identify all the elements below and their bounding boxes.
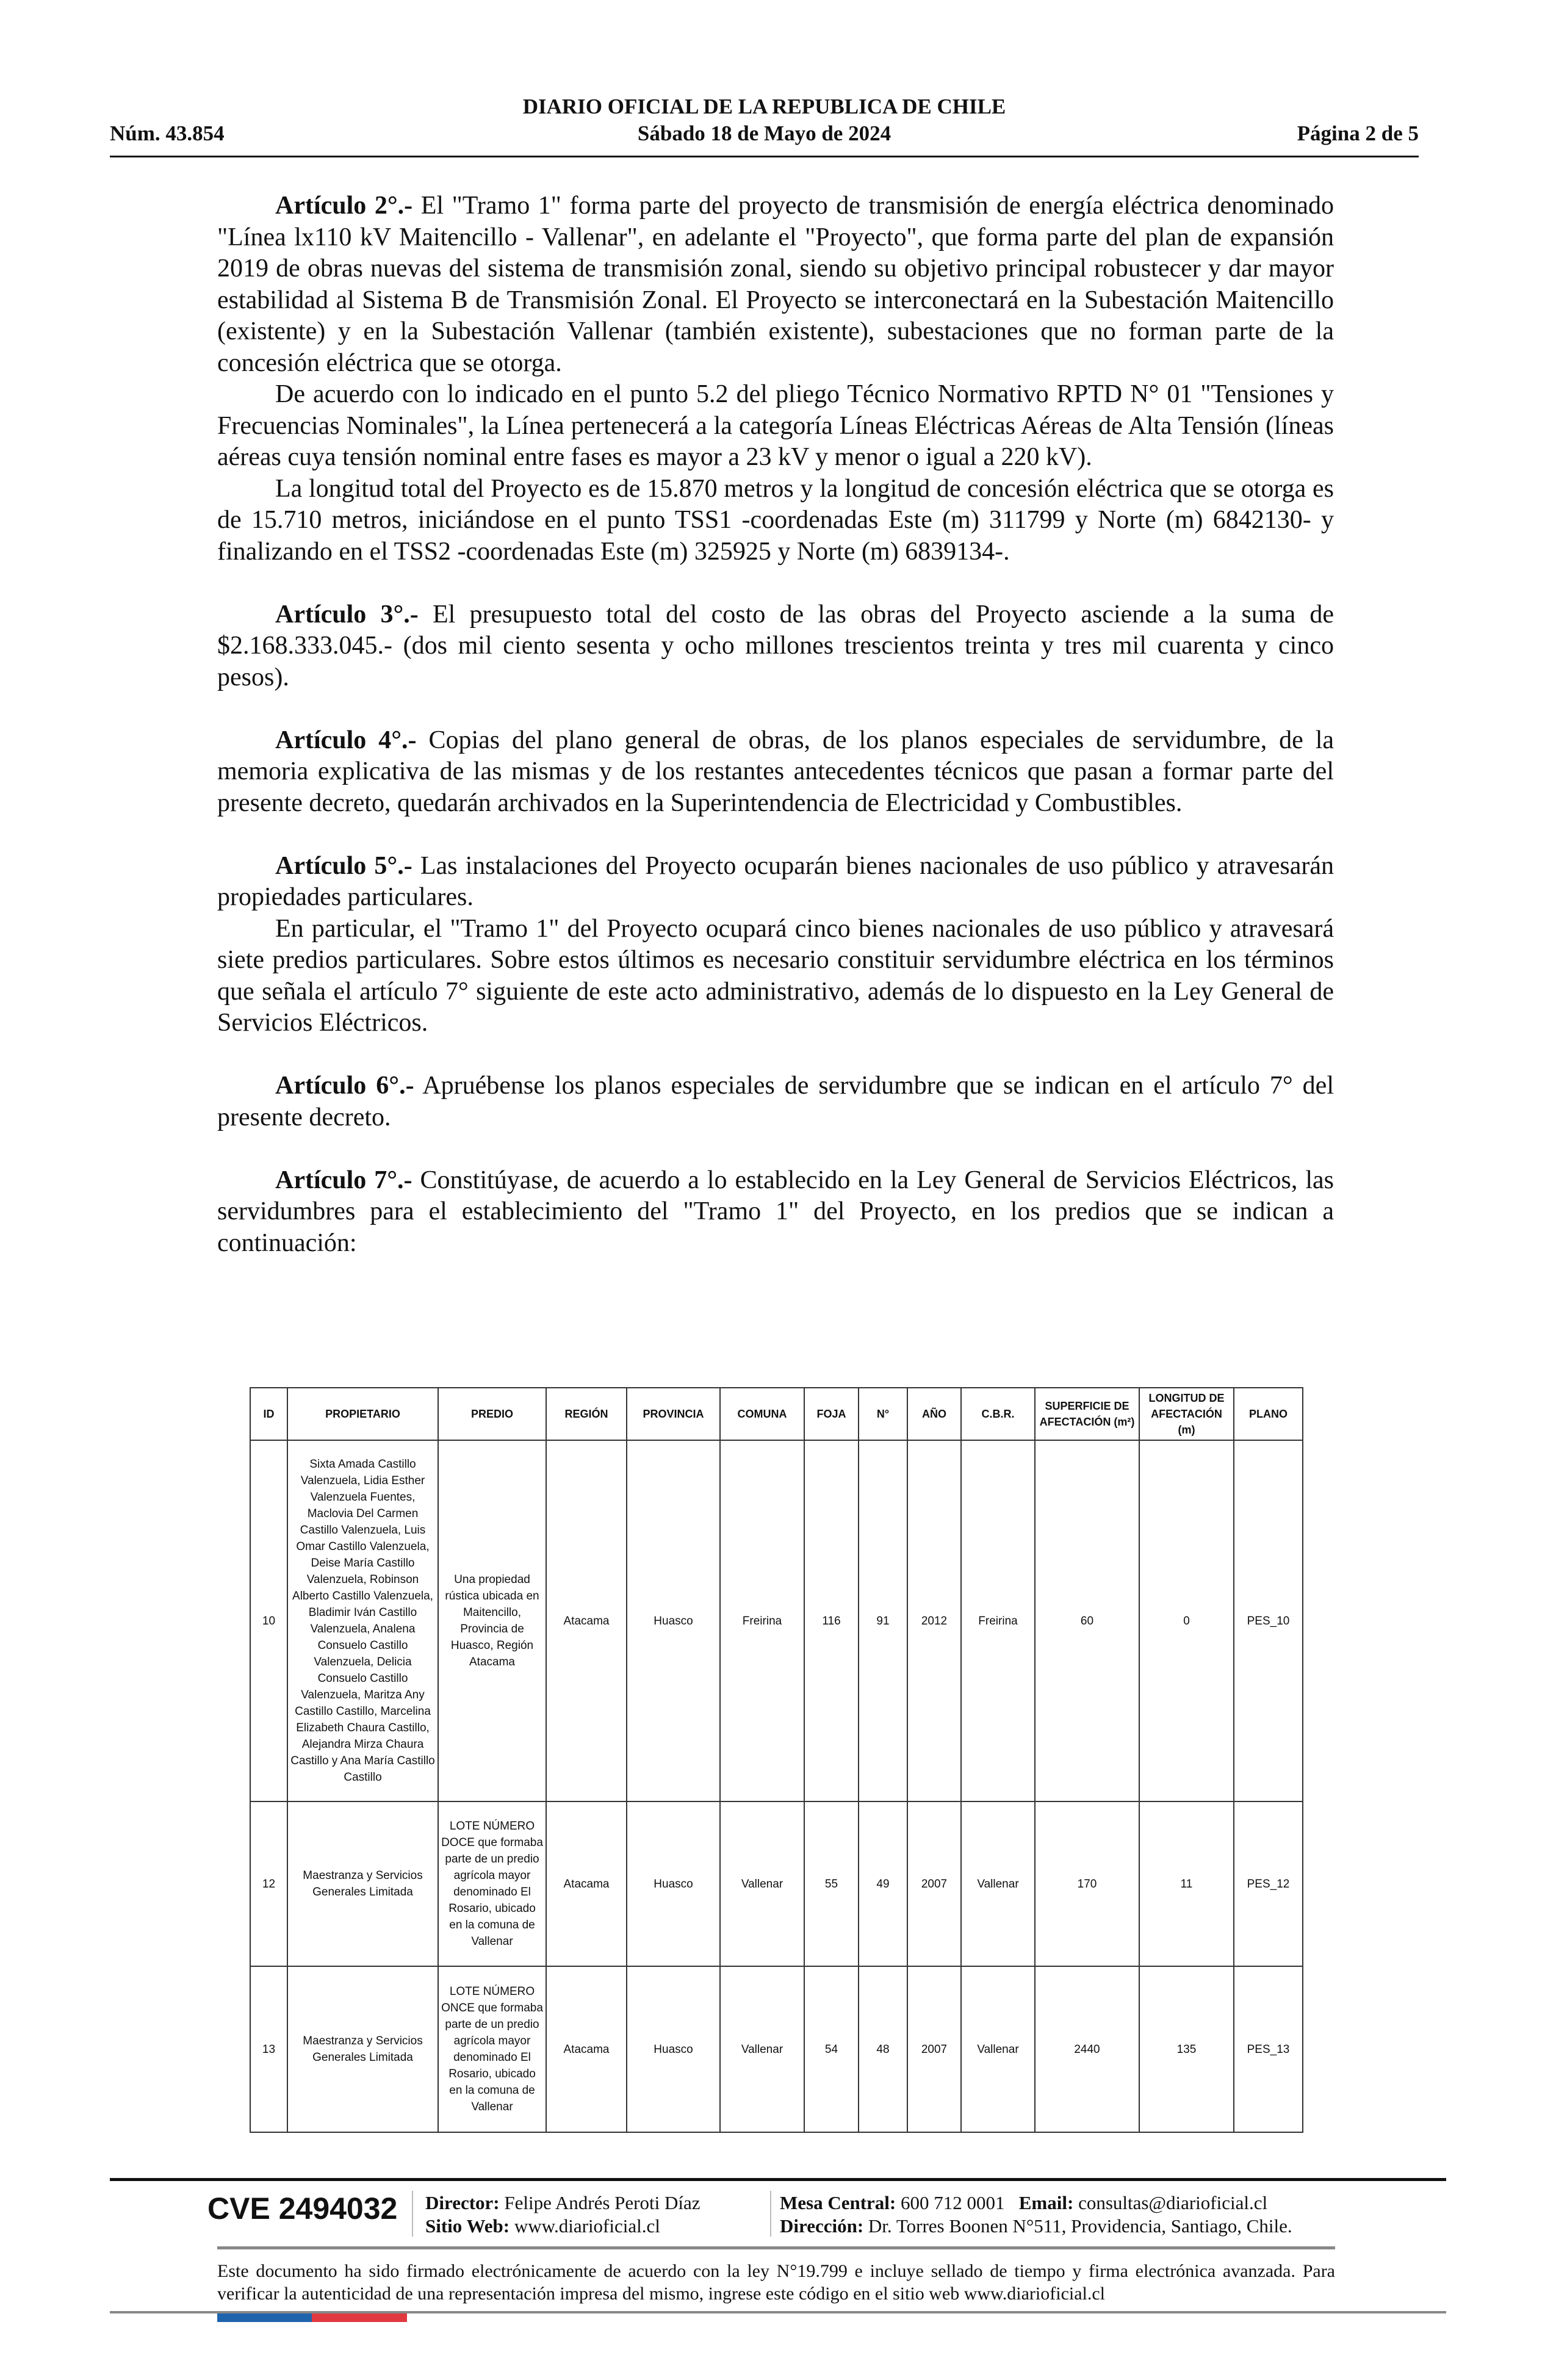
table-cell: 54	[804, 1966, 859, 2132]
table-cell: PES_12	[1234, 1801, 1303, 1966]
phone-label: Mesa Central:	[780, 2192, 896, 2213]
column-header: FOJA	[804, 1388, 859, 1440]
article-paragraph	[217, 1165, 1334, 1260]
footer-divider	[217, 2246, 1335, 2249]
table-cell: 2007	[907, 1966, 961, 2132]
article-paragraph	[217, 725, 1334, 820]
table-cell: Huasco	[627, 1801, 720, 1966]
column-header: PROVINCIA	[627, 1388, 720, 1440]
article-text: Constitúyase, de acuerdo a lo establecido en la Ley General de Servicios Eléctricos, las servidumbres para el establecimiento del "Tramo 1" del Proyecto, en los predios que se indican a continuación:	[217, 1166, 1334, 1257]
newspaper-title: DIARIO OFICIAL DE LA REPUBLICA DE CHILE	[522, 95, 1006, 118]
table-cell: Huasco	[627, 1440, 720, 1801]
article-text: El "Tramo 1" forma parte del proyecto de transmisión de energía eléctrica denominado "Línea lx110 kV Maitencillo - Vallenar", en adelante el "Proyecto", que forma parte del plan de expansión 2019 de obras nuevas del sistema de transmisión zonal, siendo su objetivo principal robustecer y dar mayor estabilidad al Sistema B de Transmisión Zonal. El Proyecto se interconectará en la Subestación Maitencillo (existente) y en la Subestación Vallenar (también existente), subestaciones que no forman parte de la concesión eléctrica que se otorga.	[217, 192, 1334, 377]
phone-number: 600 712 0001	[896, 2192, 1005, 2213]
website-line	[425, 2214, 660, 2238]
flag-blue-bar	[217, 2313, 312, 2322]
table-row	[250, 1801, 1303, 1966]
flag-red-bar	[312, 2313, 407, 2322]
table-cell: Atacama	[546, 1801, 627, 1966]
table-cell: 0	[1139, 1440, 1234, 1801]
table-cell: 55	[804, 1801, 859, 1966]
column-header: PREDIO	[438, 1388, 546, 1440]
address-text: Dr. Torres Boonen N°511, Providencia, Santiago, Chile.	[863, 2215, 1292, 2237]
column-header: PROPIETARIO	[287, 1388, 438, 1440]
table-cell: 11	[1139, 1801, 1234, 1966]
column-header: AÑO	[907, 1388, 961, 1440]
table-cell: Vallenar	[961, 1966, 1035, 2132]
table-cell: Vallenar	[961, 1801, 1035, 1966]
document-body	[217, 190, 1334, 1259]
issue-date: Sábado 18 de Mayo de 2024	[637, 121, 891, 145]
table-cell: 2440	[1035, 1966, 1139, 2132]
article-paragraph	[217, 851, 1334, 914]
table-cell: 60	[1035, 1440, 1139, 1801]
column-header: ID	[250, 1388, 287, 1440]
address-label: Dirección:	[780, 2215, 864, 2237]
table-row	[250, 1440, 1303, 1801]
contact-line	[780, 2191, 1267, 2215]
article-paragraph: De acuerdo con lo indicado en el punto 5.2 del pliego Técnico Normativo RPTD N° 01 "Tensiones y Frecuencias Nominales", la Línea pertenecerá a la categoría Líneas Eléctricas Aéreas de Alta Tensión (líneas aéreas cuya tensión nominal entre fases es mayor a 23 kV y menor o igual a 220 kV).	[217, 380, 1334, 471]
table-cell: PES_10	[1234, 1440, 1303, 1801]
column-header: COMUNA	[720, 1388, 804, 1440]
article-paragraph	[217, 1070, 1334, 1133]
article-heading: Artículo 5°.-	[275, 851, 412, 880]
table-cell: 170	[1035, 1801, 1139, 1966]
header-divider	[110, 156, 1419, 157]
director-name: Felipe Andrés Peroti Díaz	[499, 2192, 701, 2213]
column-header: N°	[859, 1388, 907, 1440]
table-cell: LOTE NÚMERO ONCE que formaba parte de un predio agrícola mayor denominado El Rosario, ubicado en la comuna de Vallenar	[438, 1966, 546, 2132]
table-cell: Una propiedad rústica ubicada en Maitencillo, Provincia de Huasco, Región Atacama	[438, 1440, 546, 1801]
director-line	[425, 2191, 701, 2215]
footer-separator	[412, 2191, 413, 2237]
table-cell: Sixta Amada Castillo Valenzuela, Lidia Esther Valenzuela Fuentes, Maclovia Del Carmen Castillo Valenzuela, Luis Omar Castillo Valenzuela, Deise María Castillo Valenzuela, Robinson Alberto Castillo Valenzuela, Bladimir Iván Castillo Valenzuela, Analena Consuelo Castillo Valenzuela, Delicia Consuelo Castillo Valenzuela, Maritza Any Castillo Castillo, Marcelina Elizabeth Chaura Castillo, Alejandra Mirza Chaura Castillo y Ana María Castillo Castillo	[287, 1440, 438, 1801]
column-header: LONGITUD DE AFECTACIÓN (m)	[1139, 1388, 1234, 1440]
table-cell: 12	[250, 1801, 287, 1966]
article-heading: Artículo 6°.-	[275, 1072, 414, 1100]
table-cell: 91	[859, 1440, 907, 1801]
table-cell: Atacama	[546, 1440, 627, 1801]
article-text: Copias del plano general de obras, de los planos especiales de servidumbre, de la memoria explicativa de las mismas y de los restantes antecedentes técnicos que pasan a formar parte del presente decreto, quedarán archivados en la Superintendencia de Electricidad y Combustibles.	[217, 726, 1334, 817]
column-header: REGIÓN	[546, 1388, 627, 1440]
table-cell: 135	[1139, 1966, 1234, 2132]
footer-divider	[110, 2178, 1446, 2181]
table-cell: Freirina	[961, 1440, 1035, 1801]
table-cell: Maestranza y Servicios Generales Limitada	[287, 1966, 438, 2132]
article-heading: Artículo 2°.-	[275, 192, 413, 220]
email-label: Email:	[1018, 2192, 1074, 2213]
page-header	[110, 95, 1419, 156]
director-label: Director:	[425, 2192, 500, 2213]
address-line	[780, 2214, 1292, 2238]
table-row	[250, 1966, 1303, 2132]
cve-code: CVE 2494032	[207, 2191, 398, 2226]
column-header: PLANO	[1234, 1388, 1303, 1440]
column-header: C.B.R.	[961, 1388, 1035, 1440]
article-paragraph	[217, 599, 1334, 694]
article-text: Las instalaciones del Proyecto ocuparán bienes nacionales de uso público y atravesarán propiedades particulares.	[217, 851, 1334, 911]
table-cell: Vallenar	[720, 1966, 804, 2132]
table-cell: Atacama	[546, 1966, 627, 2132]
issue-number: Núm. 43.854	[110, 121, 225, 145]
table-cell: Vallenar	[720, 1801, 804, 1966]
article-text: El presupuesto total del costo de las obras del Proyecto asciende a la suma de $2.168.333.045.- (dos mil ciento sesenta y ocho millones trescientos treinta y tres mil cuarenta y cinco pesos).	[217, 600, 1334, 691]
table-cell: 48	[859, 1966, 907, 2132]
table-cell: 116	[804, 1440, 859, 1801]
article-heading: Artículo 3°.-	[275, 600, 419, 629]
article-heading: Artículo 4°.-	[275, 726, 417, 754]
page-number: Página 2 de 5	[1297, 121, 1419, 145]
table-cell: 10	[250, 1440, 287, 1801]
footer-separator	[770, 2191, 771, 2237]
article-paragraph: La longitud total del Proyecto es de 15.870 metros y la longitud de concesión eléctrica que se otorga es de 15.710 metros, iniciándose en el punto TSS1 -coordenadas Este (m) 311799 y Norte (m) 6842130- y finalizando en el TSS2 -coordenadas Este (m) 325925 y Norte (m) 6839134-.	[217, 474, 1334, 566]
article-heading: Artículo 7°.-	[275, 1166, 412, 1194]
column-header: SUPERFICIE DE AFECTACIÓN (m²)	[1035, 1388, 1139, 1440]
table-cell: Freirina	[720, 1440, 804, 1801]
article-text: Apruébense los planos especiales de servidumbre que se indican en el artículo 7° del presente decreto.	[217, 1072, 1334, 1131]
table-cell: PES_13	[1234, 1966, 1303, 2132]
article-paragraph	[217, 190, 1334, 379]
table-cell: Maestranza y Servicios Generales Limitada	[287, 1801, 438, 1966]
email-link[interactable]: consultas@diarioficial.cl	[1073, 2192, 1268, 2213]
table-cell: 2012	[907, 1440, 961, 1801]
website-link[interactable]: www.diarioficial.cl	[510, 2215, 660, 2237]
article-paragraph: En particular, el "Tramo 1" del Proyecto ocupará cinco bienes nacionales de uso público y atravesará siete predios particulares. Sobre estos últimos es necesario constituir servidumbre eléctrica en los términos que señala el artículo 7° siguiente de este acto administrativo, además de lo dispuesto en la Ley General de Servicios Eléctricos.	[217, 914, 1334, 1037]
table-header-row	[250, 1388, 1303, 1440]
table-cell: 13	[250, 1966, 287, 2132]
legal-notice: Este documento ha sido firmado electrónicamente de acuerdo con la ley N°19.799 e incluye sellado de tiempo y firma electrónica avanzada. Para verificar la autenticidad de una representación impresa del mismo, ingrese este código en el sitio web www.diarioficial.cl	[217, 2261, 1335, 2304]
easements-table	[250, 1387, 1303, 2133]
table-cell: Huasco	[627, 1966, 720, 2132]
website-label: Sitio Web:	[425, 2215, 510, 2237]
table-cell: 2007	[907, 1801, 961, 1966]
table-cell: 49	[859, 1801, 907, 1966]
table-cell: LOTE NÚMERO DOCE que formaba parte de un predio agrícola mayor denominado El Rosario, ubicado en la comuna de Vallenar	[438, 1801, 546, 1966]
